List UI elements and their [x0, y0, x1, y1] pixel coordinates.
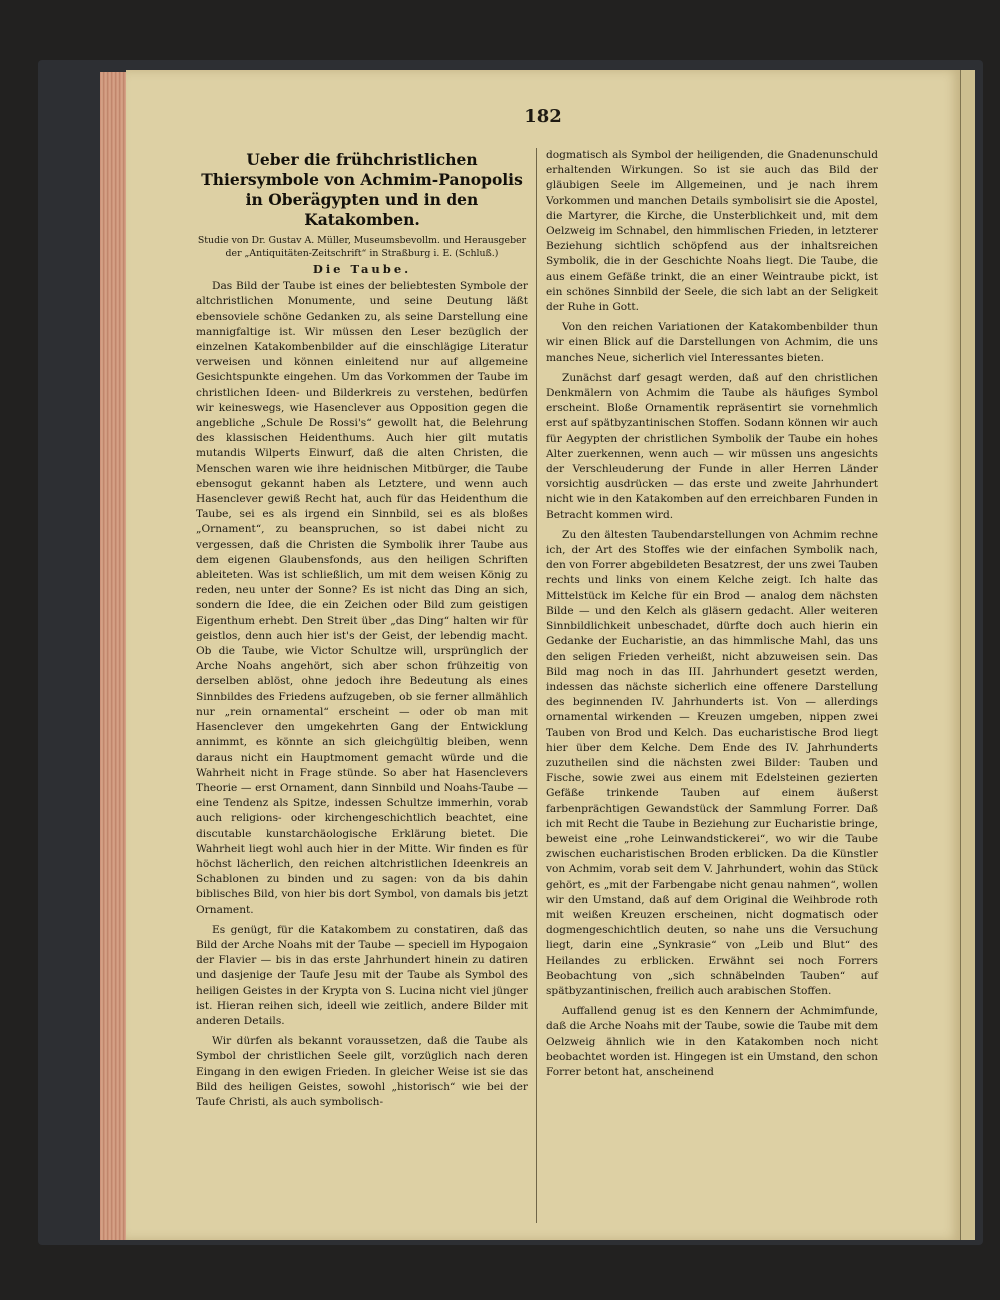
column-divider	[536, 148, 537, 1223]
book-page	[126, 70, 960, 1240]
section-heading: Die Taube.	[312, 262, 412, 276]
paragraph: Wir dürfen als bekannt voraussetzen, daß die Taube als Symbol der christlichen Seele gilt, vorzüglich nach deren Eingang in den ewigen Frieden. In gleicher Weise ist sie das Bild des heiligen Geistes, sowohl „historisch“ wie bei der Taufe Christi, als auch symbolisch-	[196, 1035, 528, 1108]
article-byline: Studie von Dr. Gustav A. Müller, Museumsbevollm. und Herausgeber der „Antiquitäten-Zeitschrift“ in Straßburg i. E. (Schluß.)	[197, 235, 527, 259]
page-number: 182	[524, 106, 562, 127]
paragraph: Es genügt, für die Katakombem zu constatiren, daß das Bild der Arche Noahs mit der Taube — speciell im Hypogaion der Flavier — bis in das erste Jahrhundert hinein zu datiren und dasjenige der Taufe Jesu mit der Taube als Symbol des heiligen Geistes in der Krypta von S. Lucina nicht viel jünger ist. Hieran reihen sich, ideell wie zeitlich, andere Bilder mit anderen Details.	[196, 923, 528, 1027]
paragraph: dogmatisch als Symbol der heiligenden, die Gnadenunschuld erhaltenden Wirkungen. So ist sie auch das Bild der gläubigen Seele im Allgemeinen, und je nach ihrem Vorkommen und manchen Details symbolisirt sie die Apostel, die Martyrer, die Kirche, die Unsterblichkeit und, mit dem Oelzweig im Schnabel, den himmlischen Frieden, in letzterer Beziehung sichtlich schöpfend aus der inhaltsreichen Symbolik, die in der Geschichte Noahs liegt. Die Taube, die aus einem Gefäße trinkt, die an einer Weintraube pickt, ist ein schönes Sinnbild der Seele, die sich labt an der Seligkeit der Ruhe in Gott.	[546, 149, 878, 314]
next-page-edge	[960, 70, 975, 1240]
paragraph: Auffallend genug ist es den Kennern der Achmimfunde, daß die Arche Noahs mit der Taube, sowie die Taube mit dem Oelzweig ähnlich wie in den Katakomben noch nicht beobachtet worden ist. Hingegen ist ein Umstand, den schon Forrer betont hat, anscheinend	[546, 1005, 878, 1078]
paragraph: Das Bild der Taube ist eines der beliebtesten Symbole der altchristlichen Monumente, und seine Deutung läßt ebensoviele schöne Gedanken zu, als seine Darstellung eine mannigfaltige ist. Wir müssen den Leser bezüglich der einzelnen Katakombenbilder auf die einschlägige Literatur verweisen und können einleitend nur auf allgemeine Gesichtspunkte eingehen. Um das Vorkommen der Taube im christlichen Ideen- und Bilderkreis zu verstehen, bedürfen wir keineswegs, wie Hasenclever aus Opposition gegen die angebliche „Schule De Rossi's“ gewollt hat, die Belehrung des klassischen Heidenthums. Auch hier gilt mutatis mutandis Wilperts Einwurf, daß die alten Christen, die Menschen waren wie ihre heidnischen Mitbürger, die Taube ebensogut gekannt haben als Letztere, und wenn auch Hasenclever gewiß Recht hat, auch für das Heidenthum die Taube, sei es als irgend ein Sinnbild, sei es als bloßes „Ornament“, zu beanspruchen, so ist dabei nicht zu vergessen, daß die Christen die Symbolik ihrer Taube aus dem eigenen Glaubensfonds, aus den heiligen Schriften ableiteten. Was ist schließlich, um mit dem weisen König zu reden, neu unter der Sonne? Es ist nicht das Ding an sich, sondern die Idee, die ein Zeichen oder Bild zum geistigen Eigenthum erhebt. Den Streit über „das Ding“ halten wir für geistlos, denn auch hier ist's der Geist, der lebendig macht. Ob die Taube, wie Victor Schultze will, ursprünglich der Arche Noahs angehört, sich aber schon frühzeitig von derselben ablöst, ohne jedoch ihre Bedeutung als eines Sinnbildes des Friedens aufzugeben, ob sie ferner allmählich nur „rein ornamental“ erscheint — oder ob man mit Hasenclever den umgekehrten Gang der Entwicklung annimmt, es könnte an sich gleichgültig bleiben, wenn daraus nicht ein Hauptmoment gemacht würde und die Wahrheit nicht in Frage stünde. So aber hat Hasenclevers Theorie — erst Ornament, dann Sinnbild und Noahs-Taube — eine Tendenz als Spitze, indessen Schultze immerhin, vorab auch religions- oder kirchengeschichtlich beachtet, eine discutable kunstarchäologische Erklärung bietet. Die Wahrheit liegt wohl auch hier in der Mitte. Wir finden es für höchst lächerlich, den reichen altchristlichen Ideenkreis an Schablonen zu binden und zu sagen: von da bis dahin biblisches Bild, von hier bis dort Symbol, von damals bis jetzt Ornament.	[196, 280, 528, 916]
paragraph: Von den reichen Variationen der Katakombenbilder thun wir einen Blick auf die Darstellungen von Achmim, die uns manches Neue, sicherlich viel Interessantes bieten.	[546, 321, 878, 364]
left-column	[196, 150, 528, 1115]
paragraph: Zu den ältesten Taubendarstellungen von Achmim rechne ich, der Art des Stoffes wie der einfachen Symbolik nach, den von Forrer abgebildeten Besatzrest, der uns zwei Tauben rechts und links von einem Kelche zeigt. Ich halte das Mittelstück im Kelche für ein Brod — analog dem nächsten Bilde — und den Kelch als gläsern gedacht. Aller weiteren Sinnbildlichkeit unbeschadet, dürfte doch auch hierin ein Gedanke der Eucharistie, an das himmlische Mahl, das uns den seligen Frieden verheißt, nicht abzuweisen sein. Das Bild mag noch in das III. Jahrhundert gesetzt werden, indessen das nächste sicherlich eine offenere Darstellung des beginnenden IV. Jahrhunderts ist. Von — allerdings ornamental wirkenden — Kreuzen umgeben, nippen zwei Tauben von Brod und Kelch. Das eucharistische Brod liegt hier über dem Kelche. Dem Ende des IV. Jahrhunderts zuzutheilen sind die nächsten zwei Bilder: Tauben und Fische, sowie zwei aus einem mit Edelsteinen gezierten Gefäße trinkende Tauben auf einem äußerst farbenprächtigen Gewandstück der Sammlung Forrer. Daß ich mit Recht die Taube in Beziehung zur Eucharistie bringe, beweist eine „rohe Leinwandstickerei“, wo wir die Taube zwischen eucharistischen Broden erblicken. Da die Künstler von Achmim, vorab seit dem V. Jahrhundert, wohin das Stück gehört, es „mit der Farbengabe nicht genau nahmen“, wollen wir den Umstand, daß auf dem Original die Weihbrode roth mit weißen Kreuzen erscheinen, nicht dogmatisch oder dogmengeschichtlich deuten, so nahe uns die Versuchung liegt, darin eine „Synkrasie“ von „Leib und Blut“ des Heilandes zu erblicken. Erwähnt sei noch Forrers Beobachtung von „sich schnäbelnden Tauben“ auf spätbyzantinischen, freilich auch arabischen Stoffen.	[546, 528, 878, 997]
article-title: Ueber die frühchristlichen Thiersymbole von Achmim-Panopolis in Oberägypten und in den Katakomben.	[201, 150, 523, 229]
right-column	[546, 148, 878, 1085]
paragraph: Zunächst darf gesagt werden, daß auf den christlichen Denkmälern von Achmim die Taube als häufiges Symbol erscheint. Bloße Ornamentik repräsentirt sie vornehmlich erst auf spätbyzantinischen Stoffen. Sodann können wir auch für Aegypten der christlichen Symbolik der Taube ein hohes Alter zuerkennen, wenn auch — wir müssen uns angesichts der Verschleuderung der Funde in aller Herren Länder vorsichtig ausdrücken — das erste und zweite Jahrhundert nicht wie in den Katakomben auf den erreichbaren Funden in Betracht kommen wird.	[546, 371, 878, 521]
